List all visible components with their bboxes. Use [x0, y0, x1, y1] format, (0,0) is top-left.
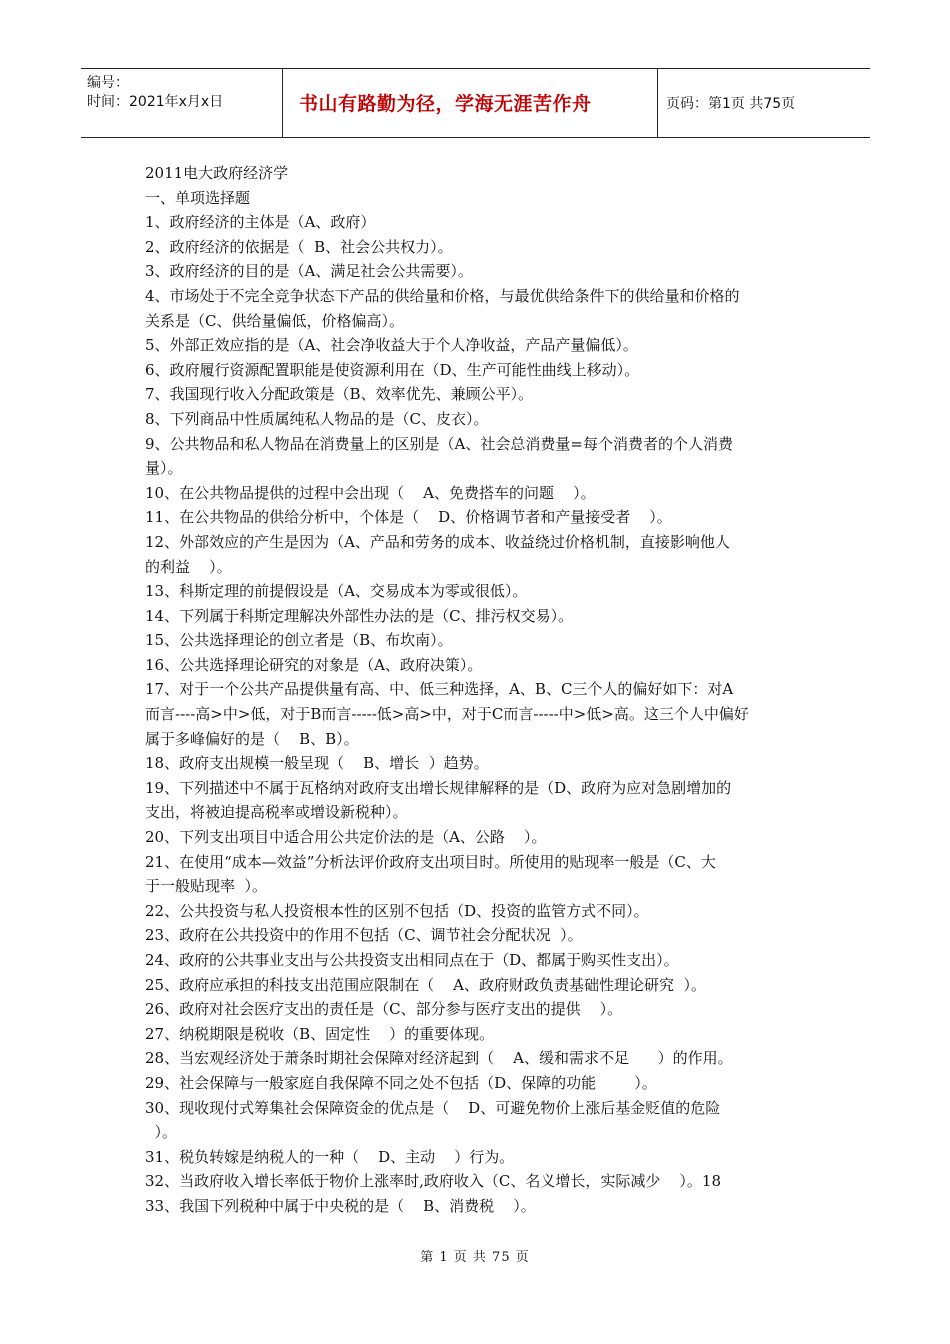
text-line: 24、政府的公共事业支出与公共投资支出相同点在于（D、都属于购买性支出）。 — [145, 951, 679, 969]
text-line: 16、公共选择理论研究的对象是（A、政府决策）。 — [145, 655, 483, 674]
motto-text: 书山有路勤为径，学海无涯苦作舟 — [299, 93, 592, 115]
text-line: 29、社会保障与一般家庭自我保障不同之处不包括（D、保障的功能 ）。 — [145, 1073, 657, 1092]
text-line: 23、政府在公共投资中的作用不包括（C、调节社会分配状况 ）。 — [145, 926, 583, 945]
text-line: 25、政府应承担的科技支出范围应限制在（ A、政府财政负责基础性理论研究 ）。 — [145, 975, 707, 994]
text-line: 30、现收现付式筹集社会保障资金的优点是（ D、可避免物价上涨后基金贬值的危险 — [145, 1098, 721, 1117]
text-line: 而言----高>中>低，对于B而言-----低>高>中，对于C而言-----中>低>高。这三个人中偏好 — [145, 705, 749, 724]
text-line: 15、公共选择理论的创立者是（B、布坎南）。 — [145, 631, 453, 650]
text-line: 2、政府经济的依据是（ B、社会公共权力）。 — [145, 237, 453, 256]
text-line: 20、下列支出项目中适合用公共定价法的是（A、公路 ）。 — [145, 828, 547, 847]
code-label: 编号： — [87, 75, 129, 91]
text-line: 12、外部效应的产生是因为（A、产品和劳务的成本、收益绕过价格机制，直接影响他人 — [145, 532, 730, 551]
text-line: 于一般贴现率 ）。 — [145, 877, 268, 896]
text-line: 6、政府履行资源配置职能是使资源利用在（D、生产可能性曲线上移动）。 — [145, 360, 640, 379]
page-footer: 第 1 页 共 75 页 — [420, 1250, 530, 1265]
text-line: 28、当宏观经济处于萧条时期社会保障对经济起到（ A、缓和需求不足 ）的作用。 — [145, 1049, 733, 1068]
page-info: 页码：第1页 共75页 — [666, 96, 796, 112]
text-line: 的利益 ）。 — [145, 557, 232, 576]
text-line: 18、政府支出规模一般呈现（ B、增长 ）趋势。 — [145, 754, 489, 773]
document-body — [145, 161, 810, 1219]
text-line: 量）。 — [145, 459, 183, 478]
time-label: 时间：2021年x月x日 — [87, 94, 224, 110]
text-line: 3、政府经济的目的是（A、满足社会公共需要）。 — [145, 262, 473, 281]
text-line: 13、科斯定理的前提假设是（A、交易成本为零或很低）。 — [145, 582, 528, 601]
text-line: 32、当政府收入增长率低于物价上涨率时,政府收入（C、名义增长，实际减少 ）。18 — [145, 1172, 721, 1191]
text-line: 33、我国下列税种中属于中央税的是（ B、消费税 ）。 — [145, 1196, 536, 1215]
header-page-cell — [658, 69, 870, 137]
text-line: 9、公共物品和私人物品在消费量上的区别是（A、社会总消费量=每个消费者的个人消费 — [145, 434, 733, 453]
text-line: 一、单项选择题 — [145, 188, 251, 207]
text-line: 关系是（C、供给量偏低，价格偏高）。 — [145, 311, 404, 330]
text-line: ）。 — [145, 1123, 178, 1142]
text-line: 5、外部正效应指的是（A、社会净收益大于个人净收益，产品产量偏低）。 — [145, 336, 638, 355]
text-line: 19、下列描述中不属于瓦格纳对政府支出增长规律解释的是（D、政府为应对急剧增加的 — [145, 778, 732, 797]
text-line: 14、下列属于科斯定理解决外部性办法的是（C、排污权交易）。 — [145, 606, 574, 625]
text-line: 11、在公共物品的供给分析中，个体是（ D、价格调节者和产量接受者 ）。 — [145, 508, 672, 527]
text-line: 2011电大政府经济学 — [145, 164, 289, 182]
header-left-cell — [81, 69, 283, 137]
document-header — [81, 68, 870, 138]
text-line: 8、下列商品中性质属纯私人物品的是（C、皮衣）。 — [145, 409, 489, 428]
text-line: 17、对于一个公共产品提供量有高、中、低三种选择，A、B、C三个人的偏好如下：对A — [145, 680, 734, 699]
text-line: 27、纳税期限是税收（B、固定性 ）的重要体现。 — [145, 1024, 495, 1043]
text-line: 支出，将被迫提高税率或增设新税种）。 — [145, 803, 408, 822]
header-motto-cell — [283, 69, 658, 137]
text-line: 4、市场处于不完全竞争状态下产品的供给量和价格，与最优供给条件下的供给量和价格的 — [145, 286, 740, 305]
text-line: 属于多峰偏好的是（ B、B）。 — [145, 729, 359, 748]
text-line: 31、税负转嫁是纳税人的一种（ D、主动 ）行为。 — [145, 1147, 515, 1166]
text-line: 1、政府经济的主体是（A、政府） — [145, 213, 376, 232]
text-line: 21、在使用“成本—效益”分析法评价政府支出项目时。所使用的贴现率一般是（C、大 — [145, 852, 716, 871]
text-line: 22、公共投资与私人投资根本性的区别不包括（D、投资的监管方式不同）。 — [145, 901, 649, 920]
text-line: 26、政府对社会医疗支出的责任是（C、部分参与医疗支出的提供 ）。 — [145, 1000, 623, 1019]
text-line: 10、在公共物品提供的过程中会出现（ A、免费搭车的问题 ）。 — [145, 483, 596, 502]
text-line: 7、我国现行收入分配政策是（B、效率优先、兼顾公平）。 — [145, 385, 534, 404]
